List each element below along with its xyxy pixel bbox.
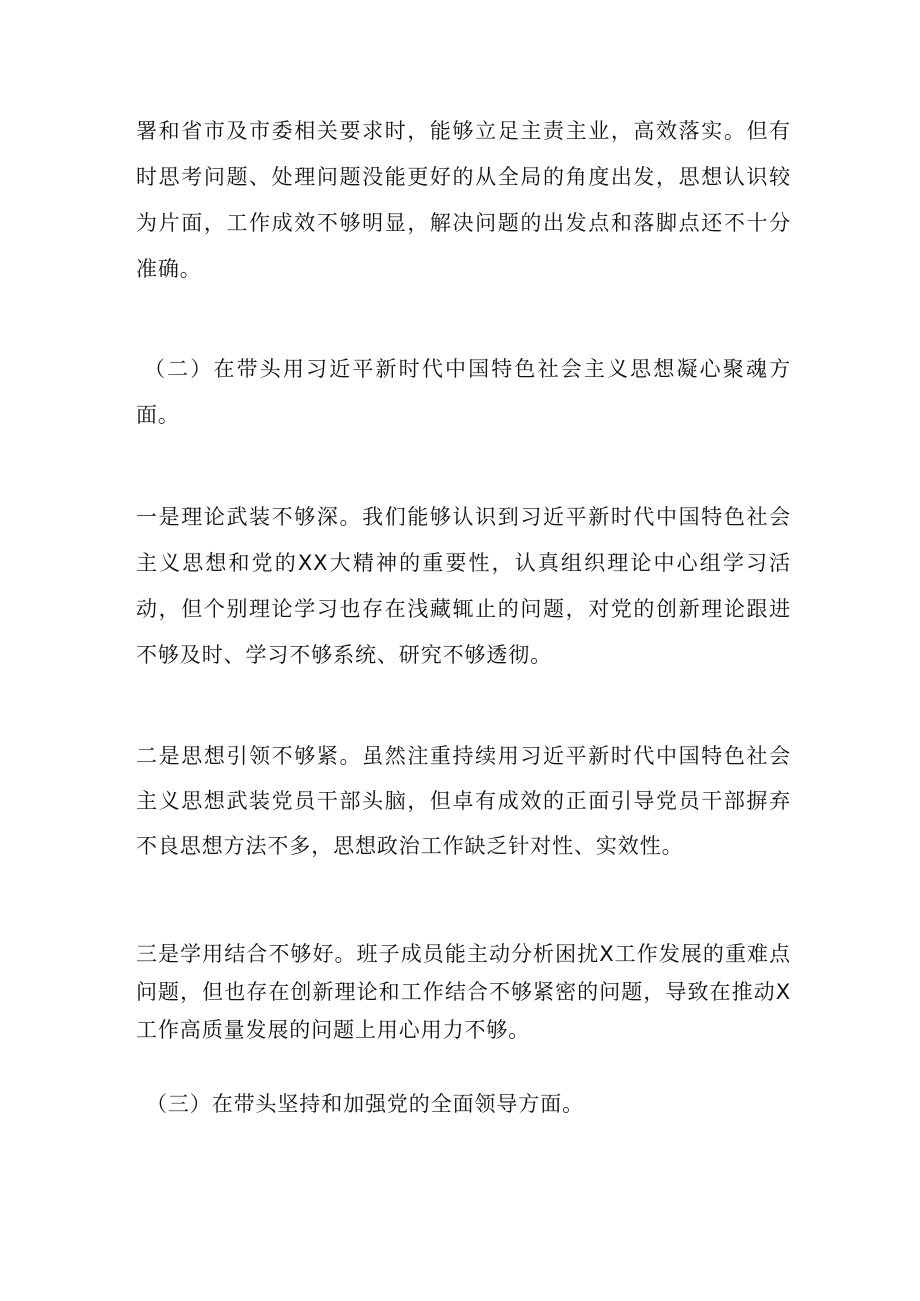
paragraph-continuation: 署和省市及市委相关要求时，能够立足主责主业，高效落实。但有时思考问题、处理问题没能更好的从全局的角度出发，思想认识较为片面，工作成效不够明显，解决问题的出发点和落脚点还不十分准确。	[136, 119, 791, 281]
section-heading-3: （三）在带头坚持和加强党的全面领导方面。	[146, 1092, 584, 1116]
section-heading-2: （二）在带头用习近平新时代中国特色社会主义思想凝心聚魂方面。	[136, 357, 791, 427]
paragraph-application: 三是学用结合不够好。班子成员能主动分析困扰X工作发展的重难点问题，但也存在创新理论和工作结合不够紧密的问题，导致在推动X工作高质量发展的问题上用心用力不够。	[136, 942, 791, 1042]
paragraph-thought: 二是思想引领不够紧。虽然注重持续用习近平新时代中国特色社会主义思想武装党员干部头脑，但卓有成效的正面引导党员干部摒弃不良思想方法不多，思想政治工作缺乏针对性、实效性。	[136, 744, 791, 858]
paragraph-theory: 一是理论武装不够深。我们能够认识到习近平新时代中国特色社会主义思想和党的XX大精神的重要性，认真组织理论中心组学习活动，但个别理论学习也存在浅藏辄止的问题，对党的创新理论跟进不够及时、学习不够系统、研究不够透彻。	[136, 505, 791, 667]
